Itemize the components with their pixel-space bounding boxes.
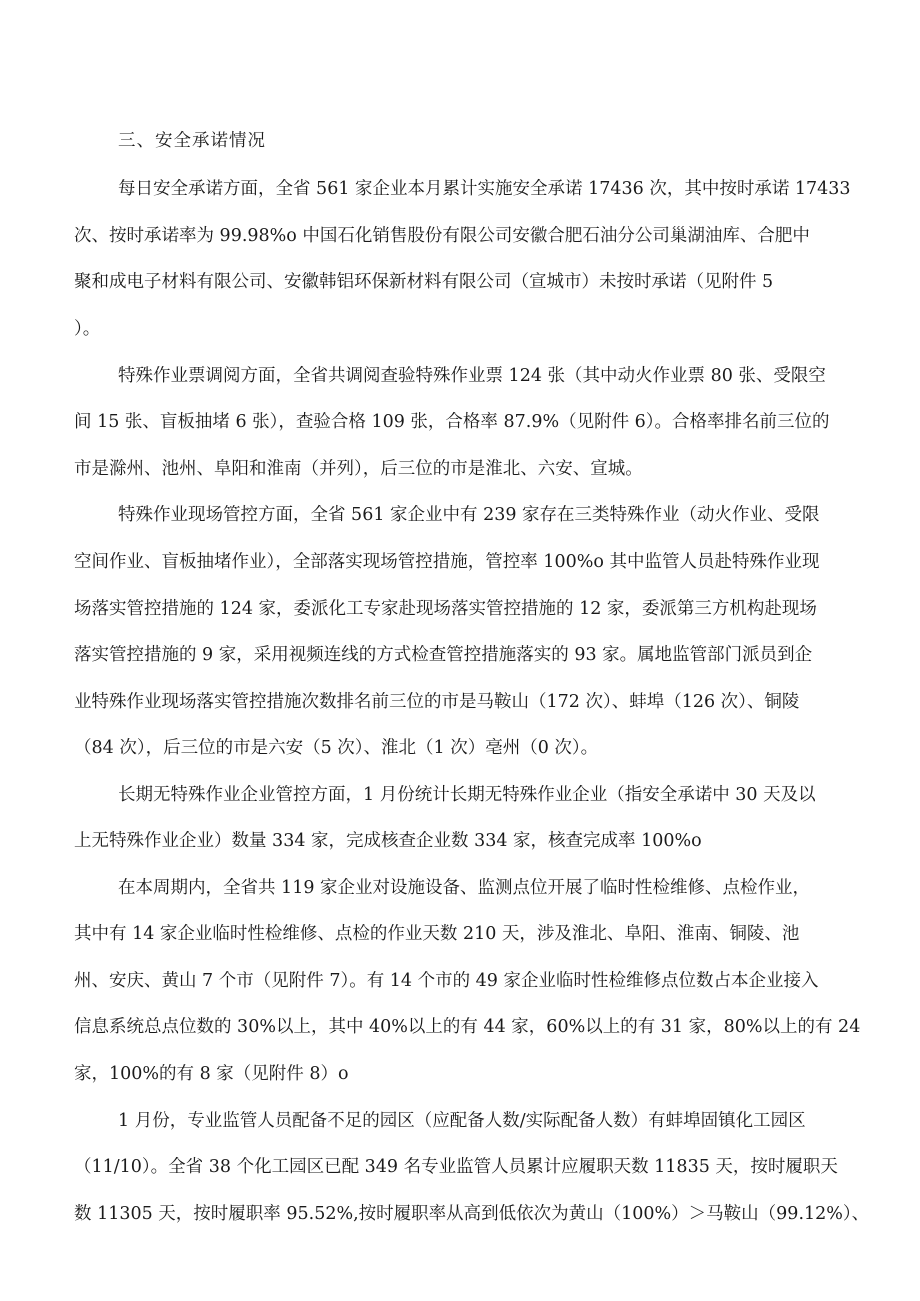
paragraph-line: 空间作业、盲板抽堵作业），全部落实现场管控措施，管控率 100%o 其中监管人员赴特殊作业现 [74,552,820,572]
paragraph-line: （11/10）。全省 38 个化工园区已配 349 名专业监管人员累计应履职天数 11835 天，按时履职天 [74,1157,838,1177]
section-heading: 三、安全承诺情况 [118,131,266,151]
paragraph-line: 信息系统总点位数的 30%以上，其中 40%以上的有 44 家，60%以上的有 31 家，80%以上的有 24 [74,1017,861,1037]
paragraph-line: （84 次），后三位的市是六安（5 次）、淮北（1 次）亳州（0 次）。 [74,738,599,758]
paragraph-line: 家，100%的有 8 家（见附件 8）o [74,1064,349,1084]
paragraph-line: 间 15 张、盲板抽堵 6 张），查验合格 109 张，合格率 87.9%（见附件 6）。合格率排名前三位的 [74,412,830,432]
paragraph-line: 市是滁州、池州、阜阳和淮南（并列），后三位的市是淮北、六安、宣城。 [74,459,643,479]
paragraph-line: 数 11305 天，按时履职率 95.52%,按时履职率从高到低依次为黄山（100%）＞马鞍山（99.12%）、 [74,1204,870,1224]
paragraph-line: 落实管控措施的 9 家，采用视频连线的方式检查管控措施落实的 93 家。属地监管部门派员到企 [74,645,813,665]
paragraph-line: 在本周期内，全省共 119 家企业对设施设备、监测点位开展了临时性检维修、点检作业， [118,878,811,898]
paragraph-line: 业特殊作业现场落实管控措施次数排名前三位的市是马鞍山（172 次）、蚌埠（126 次）、铜陵 [74,692,800,712]
paragraph-line: 上无特殊作业企业）数量 334 家，完成核查企业数 334 家，核查完成率 100%o [74,831,702,851]
paragraph-line: 场落实管控措施的 124 家，委派化工专家赴现场落实管控措施的 12 家，委派第三方机构赴现场 [74,599,817,619]
paragraph-line: 特殊作业现场管控方面，全省 561 家企业中有 239 家存在三类特殊作业（动火作业、受限 [118,505,820,525]
paragraph-line: 特殊作业票调阅方面，全省共调阅查验特殊作业票 124 张（其中动火作业票 80 张、受限空 [118,366,826,386]
paragraph-line: 聚和成电子材料有限公司、安徽韩铝环保新材料有限公司（宣城市）未按时承诺（见附件 5 [74,272,774,292]
paragraph-line: ）。 [74,319,101,339]
paragraph-line: 其中有 14 家企业临时性检维修、点检的作业天数 210 天，涉及淮北、阜阳、淮南、铜陵、池 [74,924,800,944]
paragraph-line: 每日安全承诺方面，全省 561 家企业本月累计实施安全承诺 17436 次，其中按时承诺 17433 [118,179,851,199]
paragraph-line: 1 月份，专业监管人员配备不足的园区（应配备人数/实际配备人数）有蚌埠固镇化工园区 [118,1111,806,1131]
paragraph-line: 次、按时承诺率为 99.98%o 中国石化销售股份有限公司安徽合肥石油分公司巢湖油库、合肥中 [74,226,810,246]
paragraph-line: 长期无特殊作业企业管控方面，1 月份统计长期无特殊作业企业（指安全承诺中 30 天及以 [118,785,816,805]
paragraph-line: 州、安庆、黄山 7 个市（见附件 7）。有 14 个市的 49 家企业临时性检维修点位数占本企业接入 [74,971,819,991]
